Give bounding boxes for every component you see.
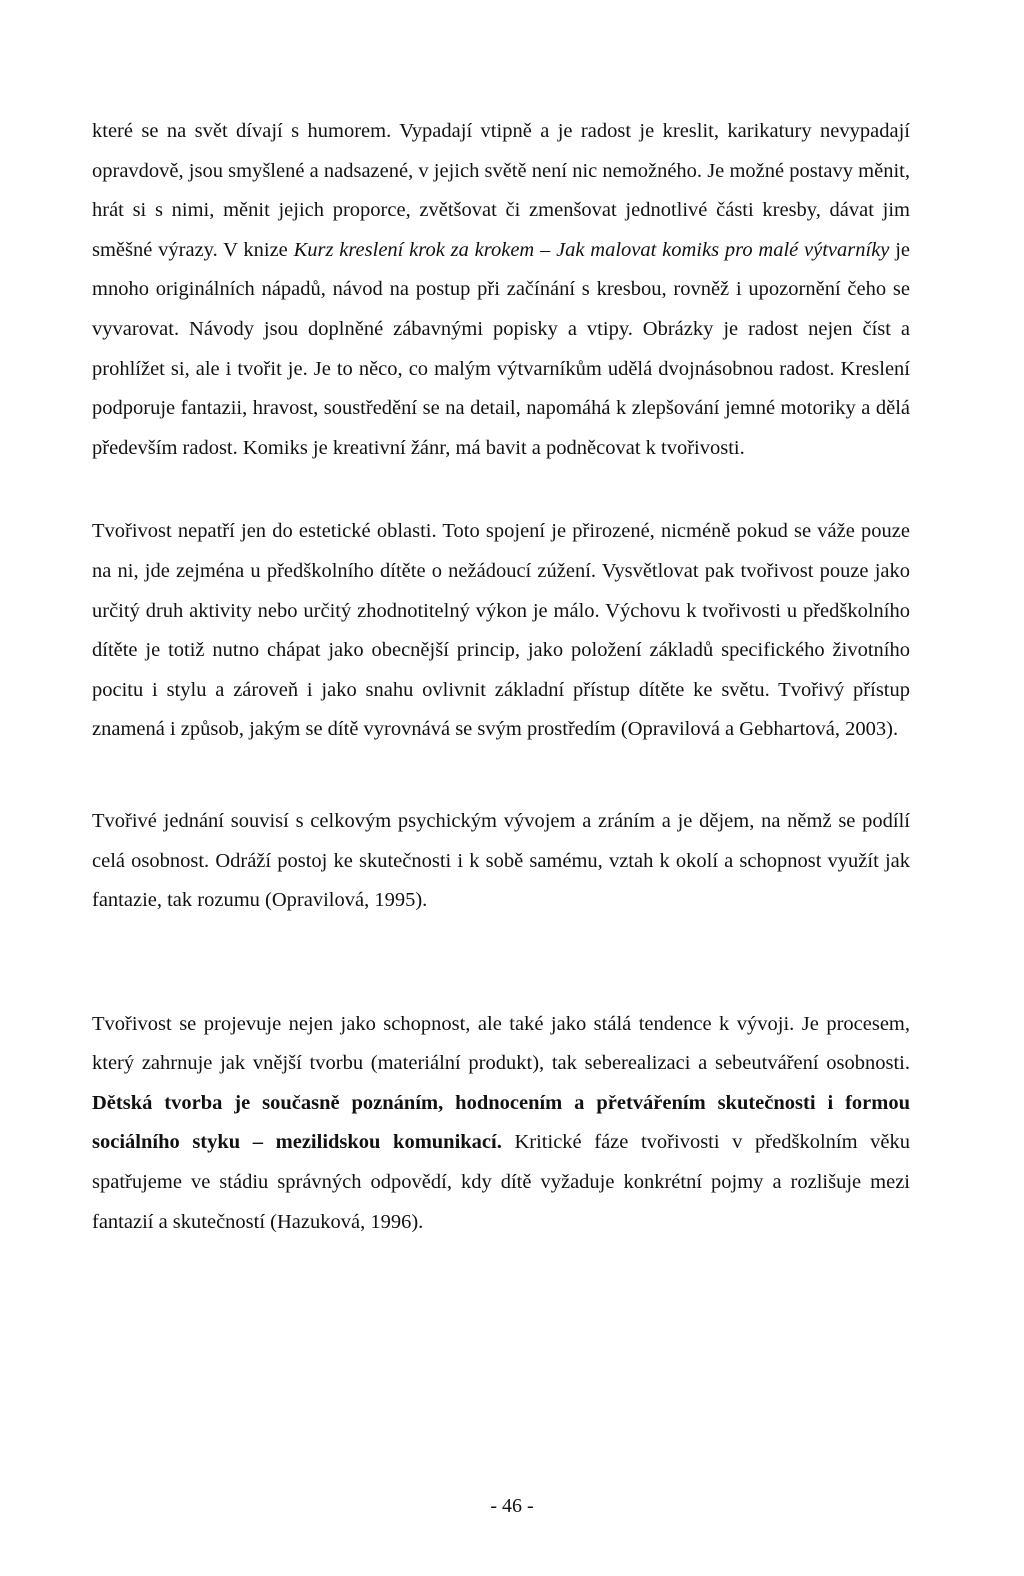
paragraph-text: Tvořivost se projevuje nejen jako schopnost, ale také jako stálá tendence k vývoji. Je procesem, který zahrnuje jak vnější tvorbu (materiální produkt), tak seberealizaci a sebeutváření osobnosti. [92,1012,910,1075]
paragraph-text: které se na svět dívají s humorem. Vypadají vtipně a je radost je kreslit, karikatury nevypadají opravdově, jsou smyšlené a nadsazené, v jejich světě není nic nemožného. Je možné postavy měnit, hrát si s nimi, měnit jejich proporce, zvětšovat či zmenšovat jednotlivé části kresby, dávat jim směšné výrazy. V knize [92,120,910,261]
paragraph-creativity-tendency [92,1005,910,1243]
paragraph-comics [92,112,910,468]
bold-statement: Dětská tvorba je současně poznáním, hodnocením a přetvářením skutečnosti i formou sociálního styku – mezilidskou komunikací. [92,1091,910,1154]
paragraph-creative-action: Tvořivé jednání souvisí s celkovým psychickým vývojem a zráním a je dějem, na němž se podílí celá osobnost. Odráží postoj ke skutečnosti i k sobě samému, vztah k okolí a schopnost využít jak fantazie, tak rozumu (Opravilová, 1995). [92,809,910,912]
book-title: Kurz kreslení krok za krokem – Jak malovat komiks pro malé výtvarníky [293,238,890,261]
paragraph-text: Kritické fáze tvořivosti v předškolním věku spatřujeme ve stádiu správných odpovědí, kdy dítě vyžaduje konkrétní pojmy a rozlišuje mezi fantazií a skutečností (Hazuková, 1996). [92,1131,910,1233]
page-number: - 46 - [490,1495,534,1517]
document-page [92,112,910,1242]
paragraph-text: je mnoho originálních nápadů, návod na postup při začínání s kresbou, rovněž i upozornění čeho se vyvarovat. Návody jsou doplněné zábavnými popisky a vtipy. Obrázky je radost nejen číst a prohlížet si, ale i tvořit je. Je to něco, co malým výtvarníkům udělá dvojnásobnou radost. Kreslení podporuje fantazii, hravost, soustředění se na detail, napomáhá k zlepšování jemné motoriky a dělá především radost. Komiks je kreativní žánr, má bavit a podněcovat k tvořivosti. [92,238,910,459]
paragraph-creativity-scope: Tvořivost nepatří jen do estetické oblasti. Toto spojení je přirozené, nicméně pokud se váže pouze na ni, jde zejména u předškolního dítěte o nežádoucí zúžení. Vysvětlovat pak tvořivost pouze jako určitý druh aktivity nebo určitý zhodnotitelný výkon je málo. Výchovu k tvořivosti u předškolního dítěte je totiž nutno chápat jako obecnější princip, jako položení základů specifického životního pocitu i stylu a zároveň i jako snahu ovlivnit základní přístup dítěte ke světu. Tvořivý přístup znamená i způsob, jakým se dítě vyrovnává se svým prostředím (Opravilová a Gebhartová, 2003). [92,520,910,741]
